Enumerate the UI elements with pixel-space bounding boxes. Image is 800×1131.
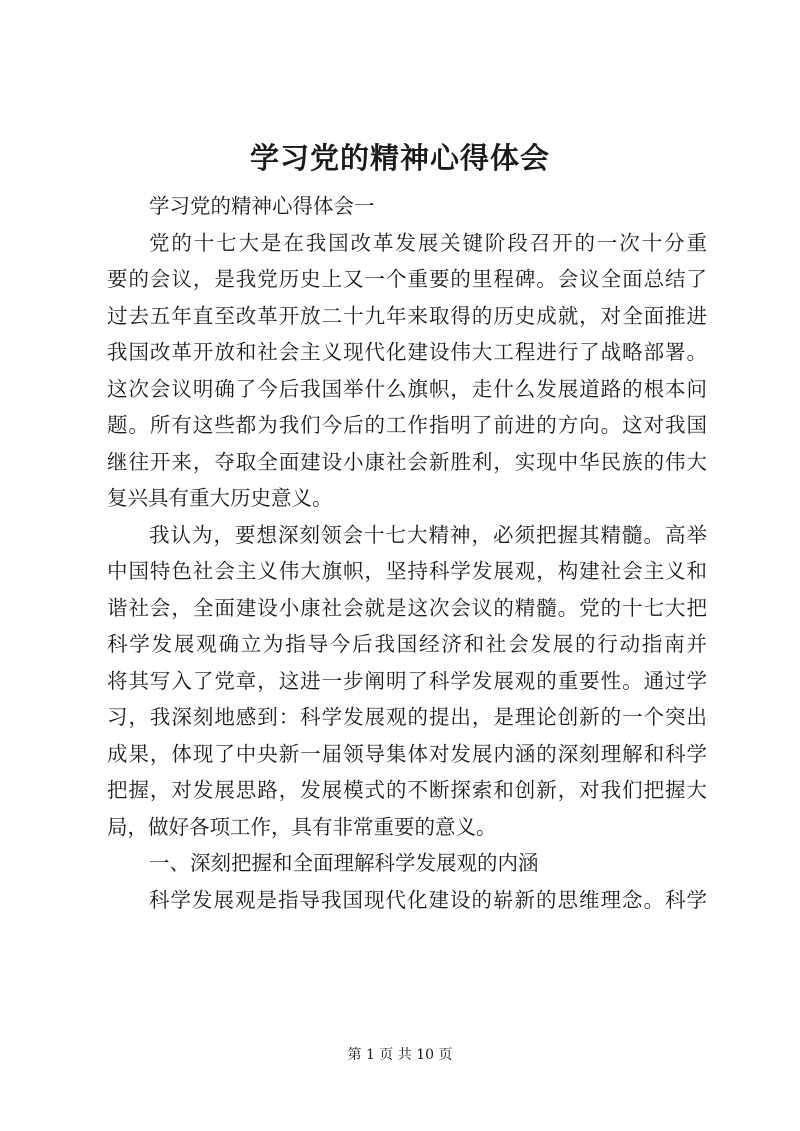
text-line: 题。所有这些都为我们今后的工作指明了前进的方向。这对我国 <box>107 413 707 437</box>
text-line: 成果，体现了中央新一届领导集体对发展内涵的深刻理解和科学 <box>107 741 707 766</box>
text-line: 一、深刻把握和全面理解科学发展观的内涵 <box>149 851 539 875</box>
text-line: 将其写入了党章，这进一步阐明了科学发展观的重要性。通过学 <box>107 668 707 693</box>
text-line: 我认为，要想深刻领会十七大精神，必须把握其精髓。高举 <box>149 522 707 547</box>
text-line: 复兴具有重大历史意义。 <box>107 486 333 510</box>
page-number-footer: 第 1 页 共 10 页 <box>347 1047 453 1063</box>
text-line: 过去五年直至改革开放二十九年来取得的历史成就，对全面推进 <box>107 303 707 328</box>
text-line: 谐社会，全面建设小康社会就是这次会议的精髓。党的十七大把 <box>107 595 707 620</box>
text-line: 继往开来，夺取全面建设小康社会新胜利，实现中华民族的伟大 <box>107 449 707 474</box>
text-line: 学习党的精神心得体会一 <box>149 194 375 218</box>
document-title: 学习党的精神心得体会 <box>249 141 550 175</box>
text-line: 习，我深刻地感到：科学发展观的提出，是理论创新的一个突出 <box>107 705 707 729</box>
text-line: 科学发展观是指导我国现代化建设的崭新的思维理念。科学 <box>149 887 707 912</box>
text-line: 中国特色社会主义伟大旗帜，坚持科学发展观，构建社会主义和 <box>107 559 707 583</box>
text-line: 我国改革开放和社会主义现代化建设伟大工程进行了战略部署。 <box>107 340 707 364</box>
text-line: 这次会议明确了今后我国举什么旗帜，走什么发展道路的根本问 <box>107 376 707 401</box>
text-line: 科学发展观确立为指导今后我国经济和社会发展的行动指南并 <box>107 632 707 656</box>
text-line: 要的会议，是我党历史上又一个重要的里程碑。会议全面总结了 <box>107 267 707 291</box>
text-line: 局，做好各项工作，具有非常重要的意义。 <box>107 814 497 839</box>
text-line: 党的十七大是在我国改革发展关键阶段召开的一次十分重 <box>149 230 707 255</box>
text-line: 把握，对发展思路，发展模式的不断探索和创新，对我们把握大 <box>107 778 707 802</box>
document-body <box>107 188 707 918</box>
